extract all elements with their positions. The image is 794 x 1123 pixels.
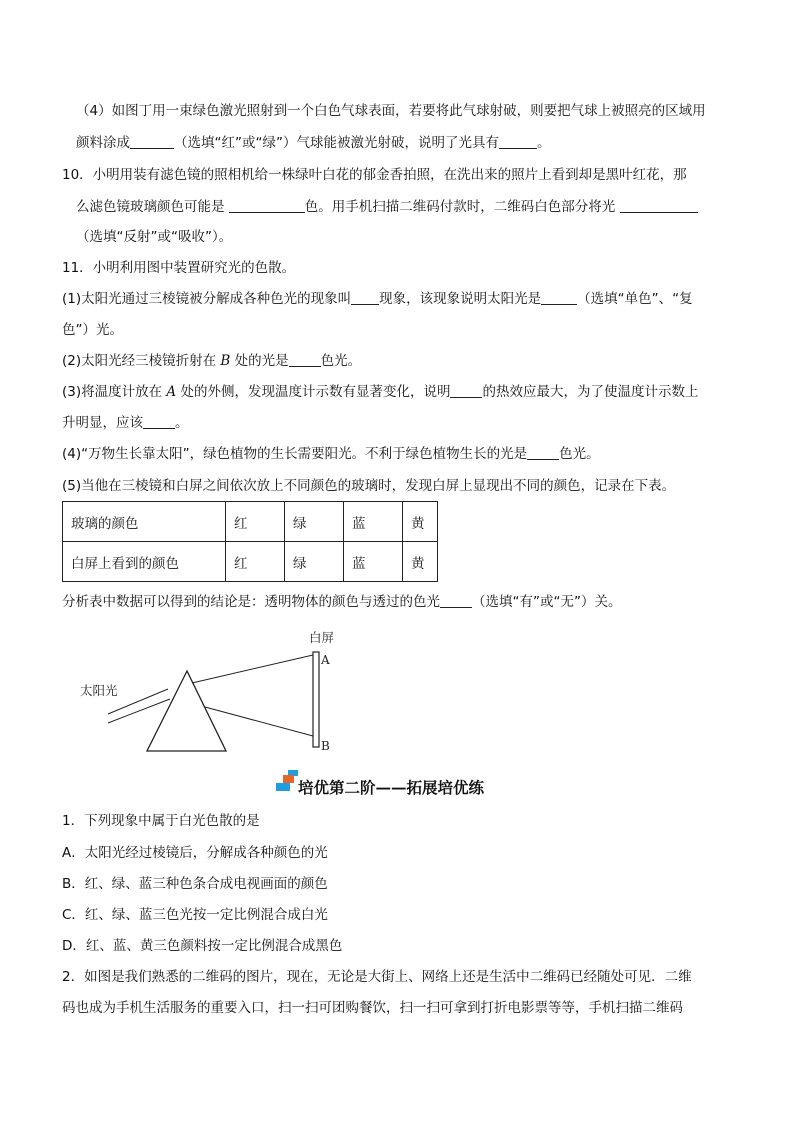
answer-blank[interactable] — [620, 198, 698, 213]
q11-part1-cont: 色”）光。 — [62, 322, 123, 338]
q11-stem: 11．小明利用图中装置研究光的色散。 — [62, 260, 296, 276]
text: 色光。 — [559, 446, 600, 462]
point-label: B — [220, 353, 231, 369]
table-row — [63, 502, 438, 542]
table-cell: 红 — [226, 502, 285, 542]
label-point-a: A — [321, 653, 330, 667]
section-heading — [276, 770, 576, 800]
s2-q2-line1: 2．如图是我们熟悉的二维码的图片，现在，无论是大街上、网络上还是生活中二维码已经随处可见．二维 — [62, 969, 692, 985]
table-cell: 蓝 — [344, 502, 403, 542]
label-point-b: B — [321, 739, 330, 753]
glass-color-table — [62, 501, 438, 582]
answer-blank[interactable] — [130, 134, 174, 149]
q11-part2 — [62, 351, 361, 371]
label-sunlight: 太阳光 — [80, 683, 118, 698]
s2-q1-stem: 1．下列现象中属于白光色散的是 — [62, 813, 260, 829]
answer-blank[interactable] — [351, 290, 379, 305]
table-cell: 黄 — [403, 542, 438, 582]
text: (1)太阳光通过三棱镜被分解成各种色光的现象叫 — [62, 291, 352, 307]
text: (4)“万物生长靠太阳”，绿色植物的生长需要阳光。不利于绿色植物生长的光是 — [62, 446, 528, 462]
text: 色光。 — [320, 353, 362, 369]
text: 。 — [175, 415, 189, 431]
q11-part4 — [62, 444, 600, 464]
q4-line1: （4）如图丁用一束绿色激光照射到一个白色气球表面，若要将此气球射破，则要把气球上被照亮的区域用 — [76, 103, 706, 119]
text: 颜料涂成 — [76, 135, 130, 151]
table-cell: 红 — [226, 542, 285, 582]
text: (3)将温度计放在 — [62, 384, 167, 400]
table-cell: 白屏上看到的颜色 — [63, 542, 226, 582]
answer-blank[interactable] — [527, 445, 559, 460]
text: 色。用手机扫描二维码付款时，二维码白色部分将光 — [304, 199, 620, 215]
answer-blank[interactable] — [541, 290, 577, 305]
sunlight-ray-lower — [108, 699, 170, 723]
text: (2)太阳光经三棱镜折射在 — [62, 353, 221, 369]
text: 分析表中数据可以得到的结论是：透明物体的颜色与透过的色光 — [62, 594, 440, 610]
q11-part1 — [62, 289, 693, 309]
point-label: A — [166, 384, 177, 400]
section-badge-icon — [276, 770, 298, 796]
white-screen — [313, 652, 319, 747]
answer-blank[interactable] — [499, 134, 537, 149]
q10-line1: 10．小明用装有滤色镜的照相机给一株绿叶白花的郁金香拍照，在洗出来的照片上看到却是黑叶红花，那 — [62, 167, 687, 183]
section-title: 培优第二阶——拓展培优练 — [298, 778, 485, 797]
q11-conclusion — [62, 592, 621, 612]
q10-line2 — [76, 197, 698, 217]
q11-part3 — [62, 382, 698, 402]
text: （选填“有”或“无”）关。 — [472, 594, 622, 610]
table-cell: 玻璃的颜色 — [63, 502, 226, 542]
text: 。 — [536, 135, 551, 151]
s2-q1-option-b[interactable]: B．红、绿、蓝三种色条合成电视画面的颜色 — [62, 876, 328, 892]
text: 的热效应最大，为了使温度计示数上 — [482, 384, 699, 400]
table-cell: 黄 — [403, 502, 438, 542]
table-cell: 绿 — [285, 502, 344, 542]
q4-line2 — [76, 133, 550, 153]
q10-line3: （选填“反射”或“吸收”）。 — [76, 229, 233, 245]
answer-blank[interactable] — [143, 414, 175, 429]
q11-part5: (5)当他在三棱镜和白屏之间依次放上不同颜色的玻璃时，发现白屏上显现出不同的颜色，记录在下表。 — [62, 478, 676, 494]
s2-q2-line2: 码也成为手机生活服务的重要入口，扫一扫可团购餐饮，扫一扫可拿到打折电影票等等，手机扫描二维码 — [62, 1000, 683, 1016]
text: （选填“红”或“绿”）气球能被激光射破，说明了光具有 — [174, 135, 499, 151]
label-screen: 白屏 — [309, 630, 335, 645]
text: 升明显，应该 — [62, 415, 143, 431]
s2-q1-option-d[interactable]: D．红、蓝、黄三色颜料按一定比例混合成黑色 — [62, 938, 343, 954]
text: 么滤色镜玻璃颜色可能是 — [76, 199, 229, 215]
text: 现象，该现象说明太阳光是 — [379, 291, 542, 307]
answer-blank[interactable] — [450, 383, 482, 398]
s2-q1-option-a[interactable]: A．太阳光经过棱镜后，分解成各种颜色的光 — [62, 845, 328, 861]
answer-blank[interactable] — [440, 593, 472, 608]
spectrum-ray-top — [192, 655, 313, 683]
table-cell: 绿 — [285, 542, 344, 582]
q11-part3-cont — [62, 413, 189, 433]
spectrum-ray-bottom — [205, 707, 313, 736]
s2-q1-option-c[interactable]: C．红、绿、蓝三色光按一定比例混合成白光 — [62, 907, 328, 923]
prism-dispersion-figure — [0, 620, 794, 760]
text: 处的光是 — [230, 353, 289, 369]
answer-blank[interactable] — [229, 198, 305, 213]
table-cell: 蓝 — [344, 542, 403, 582]
prism — [147, 671, 226, 751]
text: （选填“单色”、“复 — [577, 291, 693, 307]
table-row — [63, 542, 438, 582]
text: 处的外侧，发现温度计示数有显著变化，说明 — [176, 384, 451, 400]
answer-blank[interactable] — [289, 352, 321, 367]
